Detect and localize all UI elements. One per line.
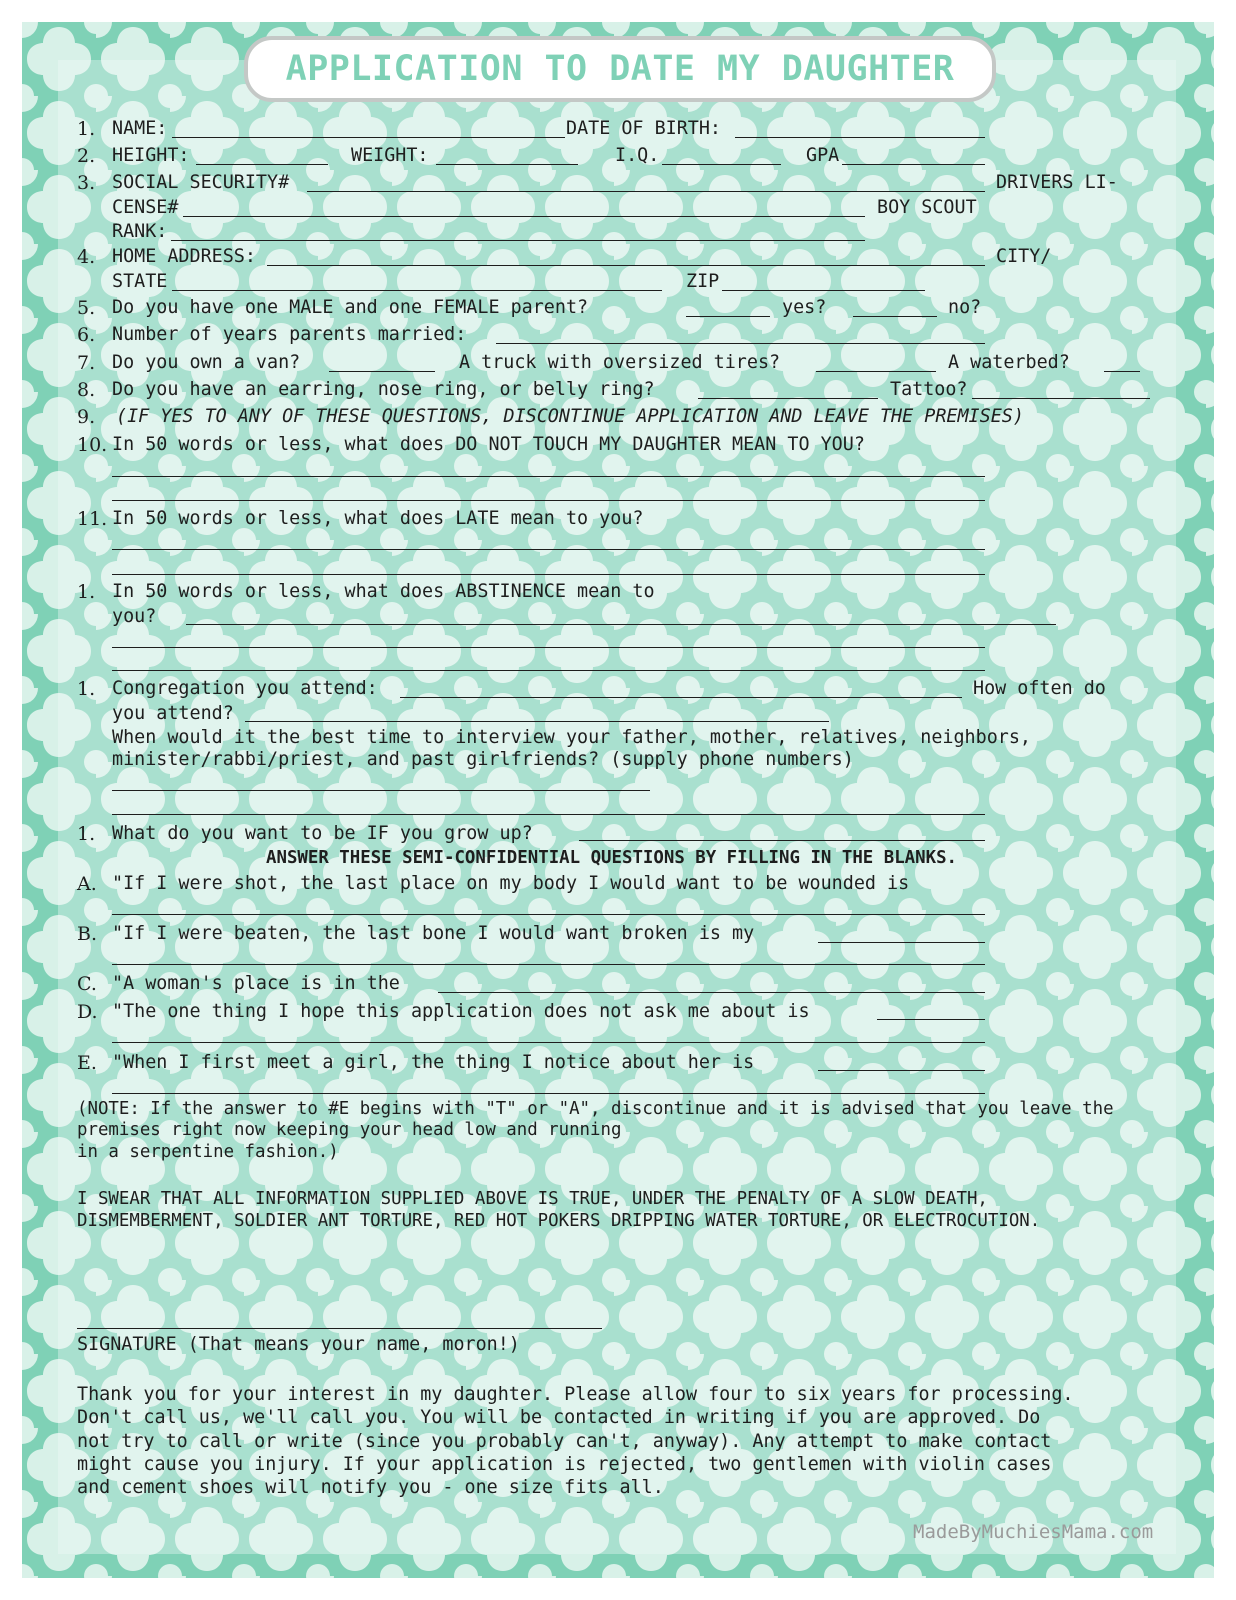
item-number: 1. [77,118,96,140]
note-text: (NOTE: If the answer to #E begins with "T" or "A", discontinue and it is advised that you leave the [77,1099,1114,1119]
name-field[interactable] [172,137,565,138]
boyscout-label: BOY SCOUT [877,197,977,218]
q6-text: Number of years parents married: [112,324,467,345]
item-letter: A. [77,873,97,895]
qa-e-text: "When I first meet a girl, the thing I notice about her is [112,1052,755,1073]
attend-label: you attend? [112,703,234,724]
ssn-field[interactable] [307,191,985,192]
name-label: NAME: [112,118,168,139]
q8-rings-field[interactable] [698,398,878,399]
qa-c-text: "A woman's place is in the [112,973,400,994]
congregation-label: Congregation you attend: [112,678,378,699]
q10-answer-line[interactable] [112,476,985,477]
watermark: MadeByMuchiesMama.com [913,1521,1154,1543]
gpa-label: GPA [806,145,840,166]
q10-text: In 50 words or less, what does DO NOT TOUCH MY DAUGHTER MEAN TO YOU? [112,434,865,455]
item-number: 11. [77,508,108,530]
q7-van-field[interactable] [329,371,435,372]
rank-field[interactable] [171,240,865,241]
height-field[interactable] [196,164,328,165]
congregation-field[interactable] [400,697,962,698]
state-field[interactable] [172,290,662,291]
weight-label: WEIGHT: [351,145,429,166]
q7-van: Do you own a van? [112,352,301,373]
dob-field[interactable] [735,137,985,138]
item-number: 1. [77,678,96,700]
item-number: 4. [77,246,96,268]
interview-text-cont: minister/rabbi/priest, and past girlfriends? (supply phone numbers) [112,749,854,770]
item-number: 7. [77,352,96,374]
q7-waterbed: A waterbed? [948,352,1070,373]
item-number: 6. [77,324,96,346]
item-letter: E. [77,1052,97,1074]
item-number: 2. [77,145,96,167]
qa-d-text: "The one thing I hope this application does not ask me about is [112,1001,810,1022]
dob-label: DATE OF BIRTH: [566,118,722,139]
gpa-field[interactable] [842,164,985,165]
item-number: 9. [77,406,96,428]
q12-text: In 50 words or less, what does ABSTINENCE mean to [112,581,655,602]
interview-answer-line[interactable] [112,814,985,815]
note-text-cont: in a serpentine fashion.) [77,1142,339,1162]
q11-text: In 50 words or less, what does LATE mean to you? [112,508,644,529]
qa-c-field[interactable] [438,992,985,993]
item-number: 10. [77,434,108,456]
q8-rings: Do you have an earring, nose ring, or belly ring? [112,379,655,400]
height-label: HEIGHT: [112,145,190,166]
item-number: 5. [77,297,96,319]
q7-truck: A truck with oversized tires? [459,352,781,373]
closing-line: not try to call or write (since you probably can't, anyway). Any attempt to make contact [77,1431,1052,1452]
address-label: HOME ADDRESS: [112,246,256,267]
qa-b-field[interactable] [818,942,985,943]
howoften-label: How often do [973,678,1106,699]
q8-tattoo-field[interactable] [972,398,1150,399]
q7-waterbed-field[interactable] [1104,371,1140,372]
closing-line: Don't call us, we'll call you. You will be contacted in writing if you are approved. Do [77,1407,1041,1428]
closing-line: might cause you injury. If your application is rejected, two gentlemen with violin cases [77,1454,1052,1475]
oath-text: I SWEAR THAT ALL INFORMATION SUPPLIED ABOVE IS TRUE, UNDER THE PENALTY OF A SLOW DEATH, [77,1189,988,1209]
q9-warning: (IF YES TO ANY OF THESE QUESTIONS, DISCONTINUE APPLICATION AND LEAVE THE PREMISES) [116,406,1024,427]
city-label: CITY/ [996,246,1052,267]
title-banner [244,36,996,102]
item-letter: B. [77,923,98,945]
item-number: 3. [77,172,96,194]
signature-label: SIGNATURE (That means your name, moron!) [77,1334,520,1355]
q14-field[interactable] [579,840,985,841]
q7-truck-field[interactable] [816,371,936,372]
ssn-label: SOCIAL SECURITY# [112,172,290,193]
qa-d-field-cont[interactable] [112,1042,985,1043]
address-field[interactable] [267,265,985,266]
q14-text: What do you want to be IF you grow up? [112,823,533,844]
item-number: 8. [77,379,96,401]
item-number: 1. [77,823,96,845]
iq-label: I.Q. [615,145,660,166]
q12-text-cont: you? [112,606,157,627]
q10-answer-line[interactable] [112,500,985,501]
weight-field[interactable] [436,164,578,165]
zip-field[interactable] [722,290,925,291]
page-title: APPLICATION TO DATE MY DAUGHTER [285,49,955,89]
qa-e-field-cont[interactable] [112,1093,985,1094]
drivers-label: DRIVERS LI- [996,172,1118,193]
oath-text-cont: DISMEMBERMENT, SOLDIER ANT TORTURE, RED HOT POKERS DRIPPING WATER TORTURE, OR ELECTROCUTION. [77,1211,1041,1231]
q5-no-label: no? [948,297,982,318]
attend-field[interactable] [245,721,829,722]
qa-d-field[interactable] [877,1019,985,1020]
note-text-cont: premises right now keeping your head low and running [77,1120,622,1140]
q8-tattoo: Tattoo? [890,379,968,400]
qa-b-text: "If I were beaten, the last bone I would want broken is my [112,923,755,944]
content-panel [58,60,1176,1554]
closing-line: and cement shoes will notify you - one size fits all. [77,1477,664,1498]
closing-line: Thank you for your interest in my daughter. Please allow four to six years for processing. [77,1384,1074,1405]
qa-b-field-cont[interactable] [112,964,985,965]
q5-no-field[interactable] [853,316,937,317]
rank-label: RANK: [112,221,168,242]
signature-field[interactable] [77,1328,602,1329]
q12-answer-line[interactable] [112,647,985,648]
semi-confidential-header: ANSWER THESE SEMI-CONFIDENTIAL QUESTIONS BY FILLING IN THE BLANKS. [266,848,958,868]
zip-label: ZIP [686,271,720,292]
q12-answer-line[interactable] [112,670,985,671]
q11-answer-line[interactable] [112,574,985,575]
state-label: STATE [112,271,168,292]
qa-e-field[interactable] [818,1070,985,1071]
q12-answer-line[interactable] [186,624,1056,625]
license-field[interactable] [183,216,865,217]
q5-yes-field[interactable] [686,316,770,317]
q6-field[interactable] [496,343,985,344]
q11-answer-line[interactable] [112,549,985,550]
drivers-label-cont: CENSE# [112,197,179,218]
item-letter: D. [77,1001,98,1023]
iq-field[interactable] [662,164,781,165]
qa-a-text: "If I were shot, the last place on my body I would want to be wounded is [112,873,910,894]
item-letter: C. [77,973,97,995]
interview-answer-line[interactable] [112,790,650,791]
q5-text: Do you have one MALE and one FEMALE parent? [112,297,589,318]
q5-yes-label: yes? [782,297,827,318]
interview-text: When would it the best time to interview your father, mother, relatives, neighbors, [112,727,1031,748]
item-number: 1. [77,581,96,603]
qa-a-field[interactable] [112,914,985,915]
